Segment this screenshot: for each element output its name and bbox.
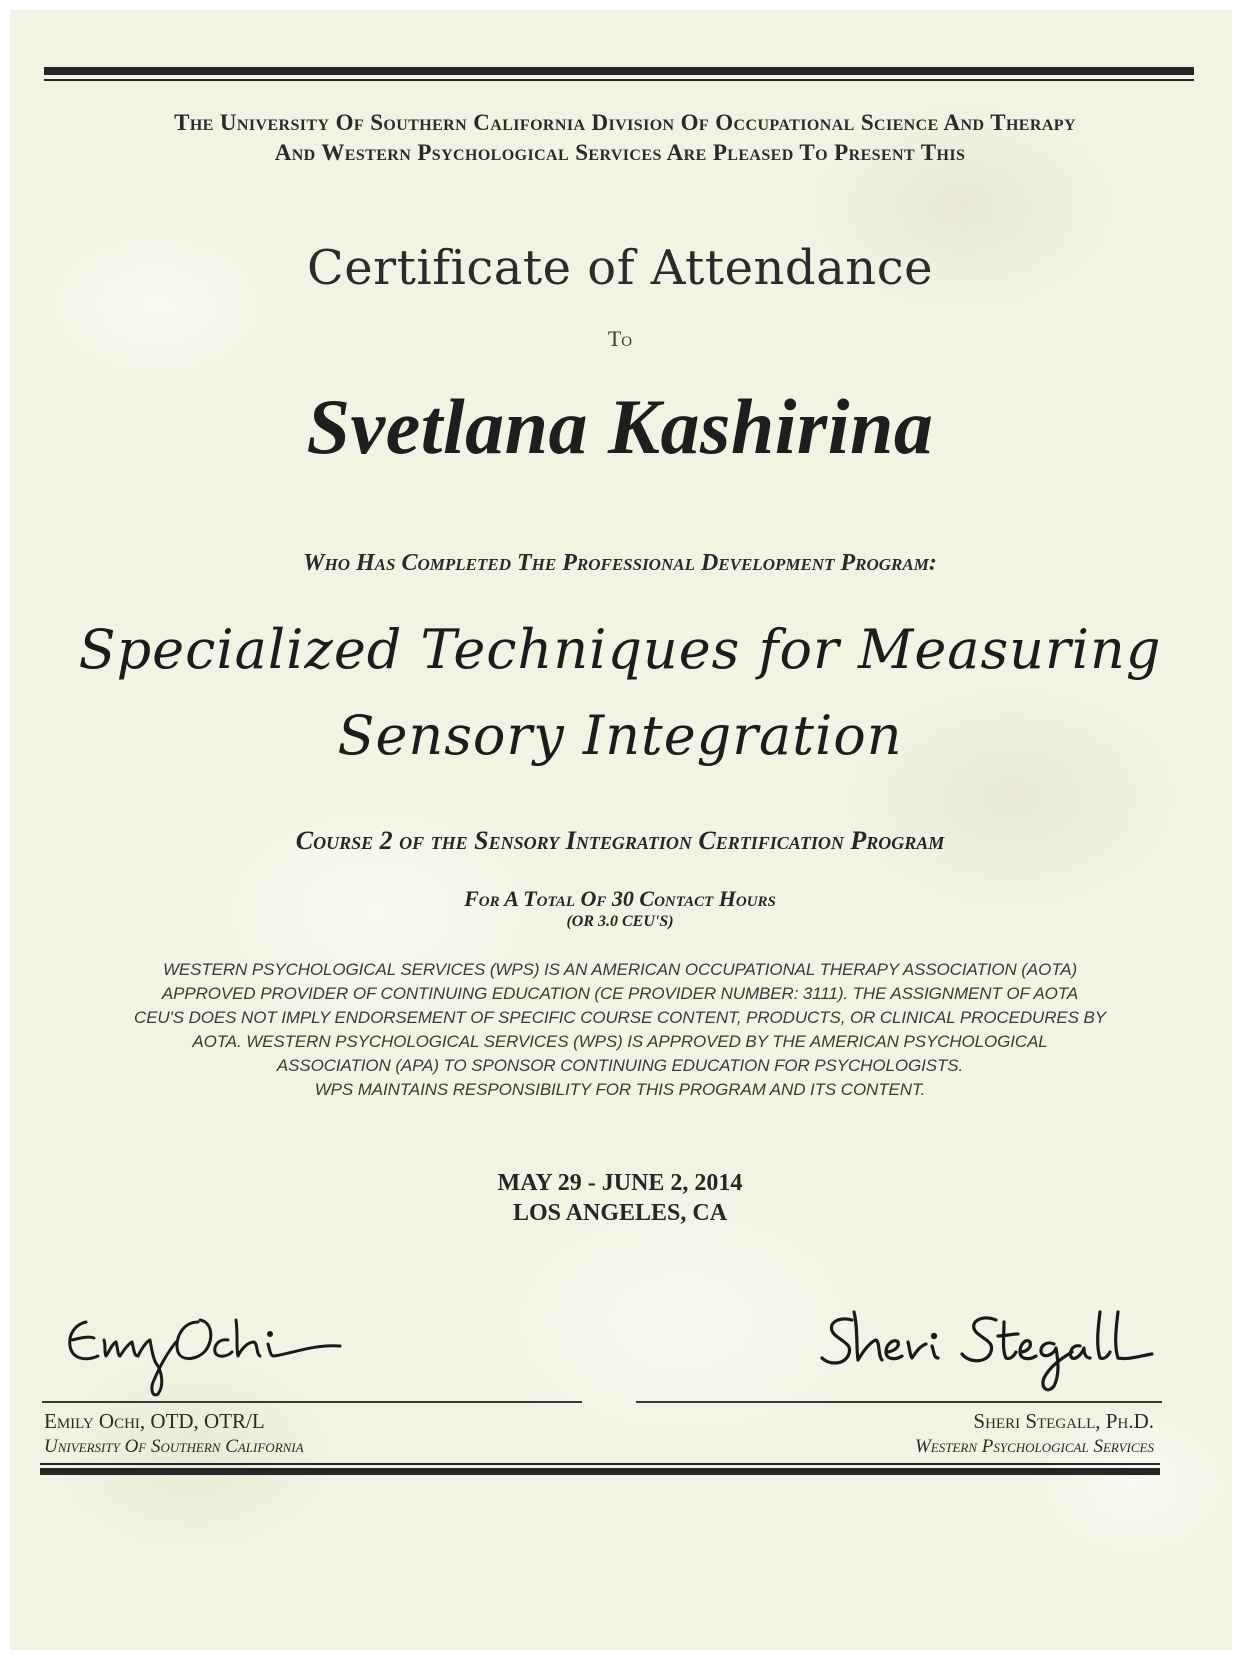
presenter-line-2: And Western Psychological Services Are Pleased To Present This xyxy=(274,140,966,165)
disclaimer-line-1: WESTERN PSYCHOLOGICAL SERVICES (WPS) IS AN AMERICAN OCCUPATIONAL THERAPY ASSOCIATION (AOTA) xyxy=(162,960,1078,979)
course-line: Course 2 of the Sensory Integration Certification Program xyxy=(295,826,945,855)
ceus-line: (OR 3.0 CEU'S) xyxy=(566,913,674,930)
recipient-name: Svetlana Kashirina xyxy=(306,383,934,470)
signature-sheri-stegall xyxy=(818,1298,1158,1398)
disclaimer-line-3: CEU'S DOES NOT IMPLY ENDORSEMENT OF SPECIFIC COURSE CONTENT, PRODUCTS, OR CLINICAL PROCEDURES BY xyxy=(134,1008,1106,1027)
completion-line: Who Has Completed The Professional Development Program: xyxy=(303,550,937,576)
top-rule-thick xyxy=(44,67,1194,75)
certificate-title: Certificate of Attendance xyxy=(307,240,933,296)
bottom-rule-thick xyxy=(40,1468,1160,1475)
disclaimer-line-2: APPROVED PROVIDER OF CONTINUING EDUCATION (CE PROVIDER NUMBER: 3111). THE ASSIGNMENT OF AOTA xyxy=(161,984,1079,1003)
program-title-line-1: Specialized Techniques for Measuring xyxy=(78,618,1162,681)
signer-org-right: Western Psychological Services xyxy=(914,1436,1154,1457)
event-location: LOS ANGELES, CA xyxy=(512,1200,728,1226)
program-title-line-2: Sensory Integration xyxy=(337,704,903,767)
bottom-rule-thin xyxy=(40,1463,1160,1465)
disclaimer-line-5: ASSOCIATION (APA) TO SPONSOR CONTINUING EDUCATION FOR PSYCHOLOGISTS. xyxy=(276,1056,964,1075)
signer-name-right: Sheri Stegall, Ph.D. xyxy=(973,1409,1154,1433)
event-dates: MAY 29 - JUNE 2, 2014 xyxy=(497,1170,743,1196)
signer-org-left: University Of Southern California xyxy=(44,1436,304,1457)
to-label: To xyxy=(607,326,633,351)
signature-emily-ochi xyxy=(58,1300,378,1400)
top-rule-thin xyxy=(44,79,1194,81)
signature-line-left xyxy=(42,1401,582,1403)
signer-name-left: Emily Ochi, OTD, OTR/L xyxy=(44,1409,265,1433)
disclaimer-line-4: AOTA. WESTERN PSYCHOLOGICAL SERVICES (WPS) IS APPROVED BY THE AMERICAN PSYCHOLOGICAL xyxy=(192,1032,1048,1051)
signature-line-right xyxy=(636,1401,1162,1403)
disclaimer-line-6: WPS MAINTAINS RESPONSIBILITY FOR THIS PROGRAM AND ITS CONTENT. xyxy=(314,1080,926,1099)
presenter-line-1: The University Of Southern California Division Of Occupational Science And Therapy xyxy=(174,110,1076,135)
contact-hours-line: For A Total Of 30 Contact Hours xyxy=(464,886,776,911)
